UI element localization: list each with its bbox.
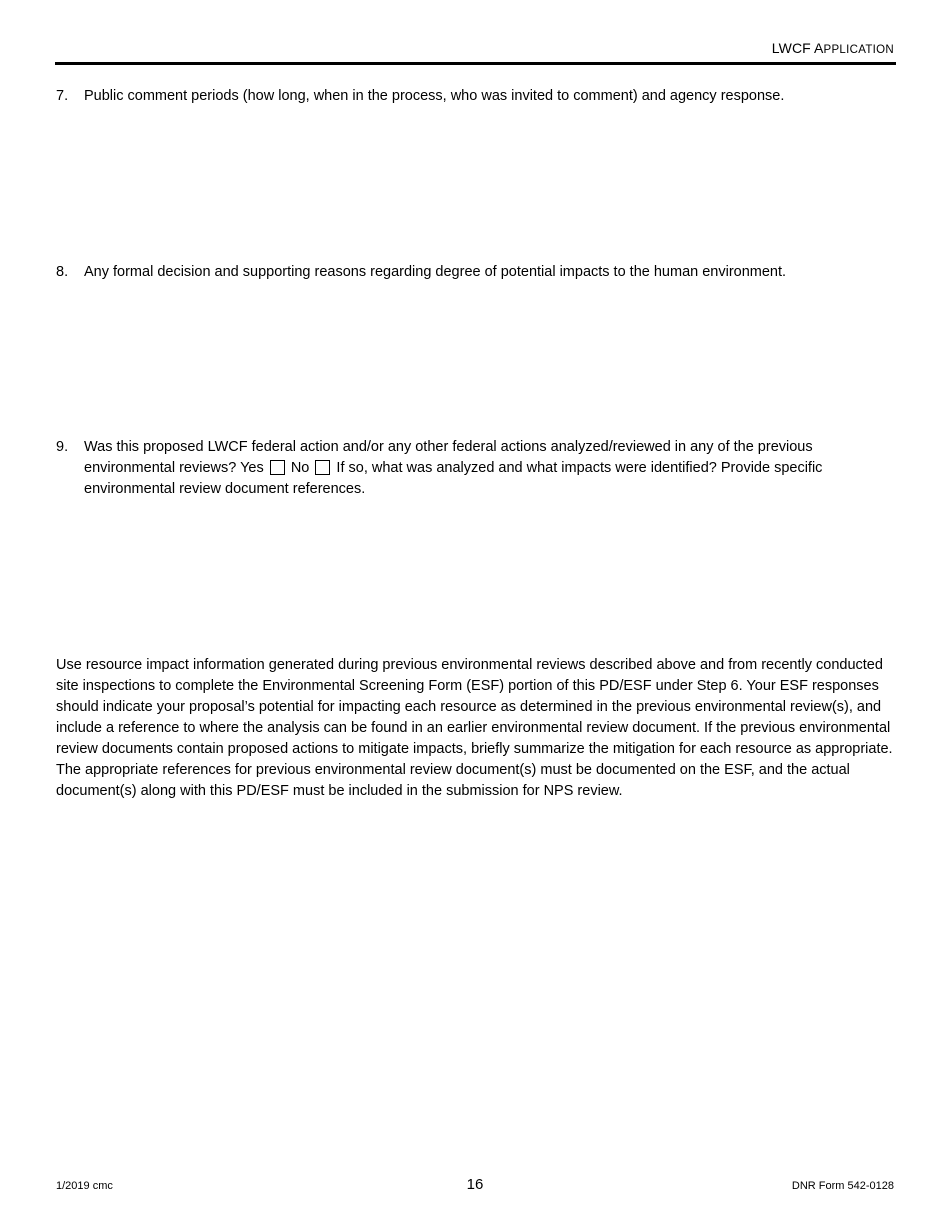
- question-7-text: Public comment periods (how long, when in the process, who was invited to comment) and agency response.: [84, 88, 785, 104]
- footer-date: 1/2019 cmc: [56, 1180, 113, 1192]
- header-title-smallcaps: PPLICATION: [823, 44, 894, 56]
- instructions-paragraph: Use resource impact information generated during previous environmental reviews described above and from recently conducted site inspections to complete the Environmental Screening Form (ESF) portion of this PD/ESF under Step 6. Your ESF responses should indicate your proposal’s potential for impacting each resource as determined in the previous environmental review(s), and include a reference to where the analysis can be found in an earlier environmental review document. If the previous environmental review documents contain proposed actions to mitigate impacts, briefly summarize the mitigation for each resource as appropriate. The appropriate references for previous environmental review document(s) must be documented on the ESF, and the actual document(s) along with this PD/ESF must be included in the submission for NPS review.: [56, 657, 893, 799]
- header-rule: [55, 62, 896, 65]
- no-label: No: [290, 460, 310, 476]
- question-7-number: 7.: [56, 88, 69, 104]
- question-9-number: 9.: [56, 439, 69, 455]
- question-9-text-after: If so, what was analyzed and what impacts were identified? Provide specific environmental review document references.: [84, 460, 823, 497]
- header-title-prefix: LWCF A: [771, 40, 824, 56]
- header-title: [772, 40, 894, 56]
- question-8-number: 8.: [56, 264, 69, 280]
- no-checkbox[interactable]: [315, 460, 330, 475]
- page-number: 16: [466, 1176, 484, 1193]
- footer-form-number: DNR Form 542-0128: [791, 1180, 894, 1192]
- question-9-text: [84, 437, 896, 500]
- question-7: [56, 86, 896, 107]
- yes-checkbox[interactable]: [270, 460, 285, 475]
- question-8-text: Any formal decision and supporting reasons regarding degree of potential impacts to the human environment.: [84, 264, 787, 280]
- question-9-text-before: Was this proposed LWCF federal action and/or any other federal actions analyzed/reviewed in any of the previous environmental reviews? Yes: [84, 439, 813, 476]
- question-8: [56, 262, 896, 283]
- question-9: [56, 437, 896, 500]
